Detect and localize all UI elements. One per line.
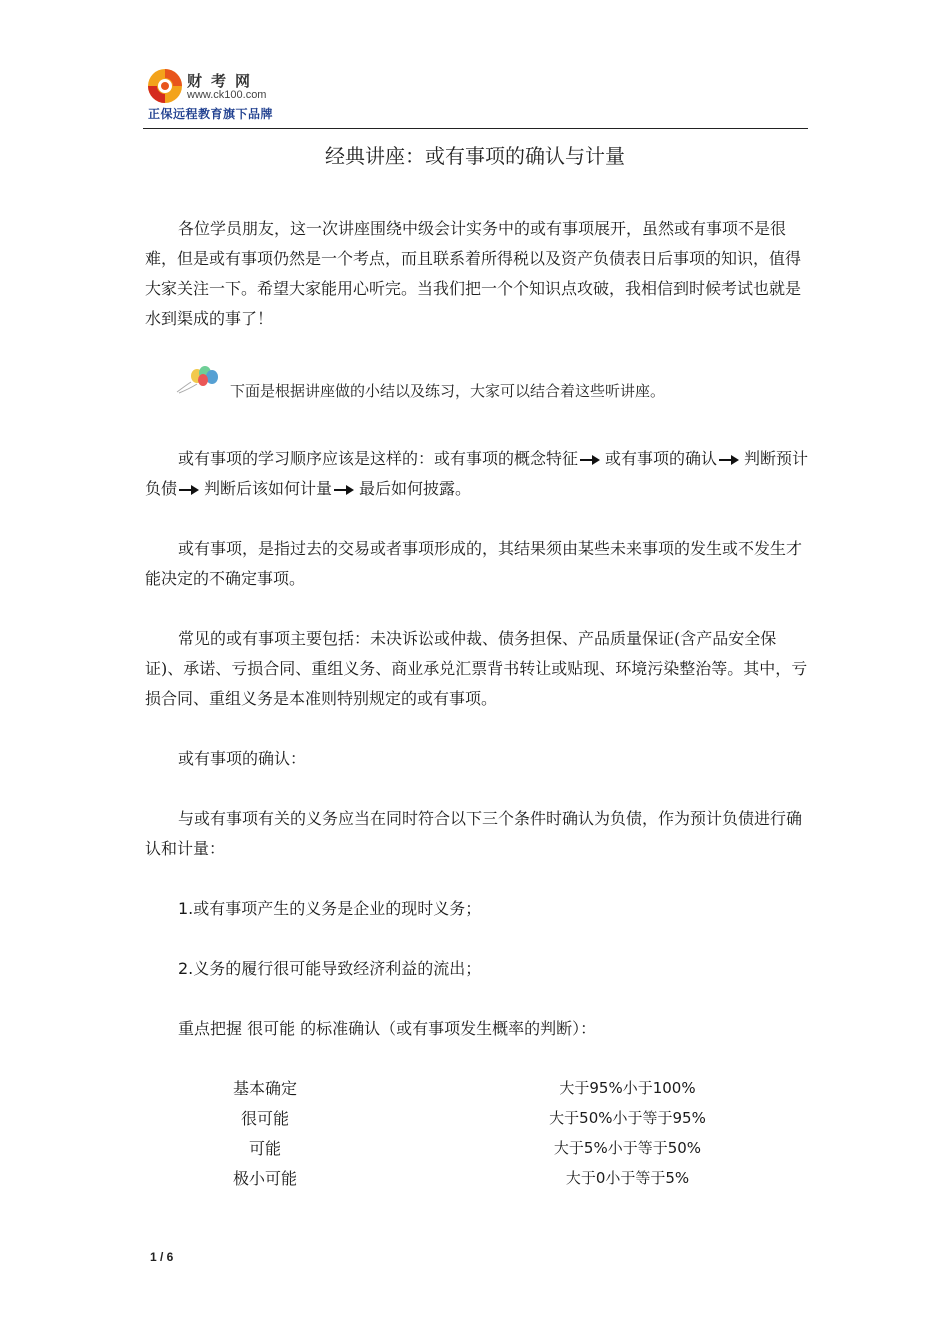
intro-paragraph xyxy=(145,214,810,334)
probability-label: 可能 xyxy=(248,1138,281,1158)
key-point-paragraph xyxy=(145,1014,810,1044)
condition-2 xyxy=(145,954,810,984)
definition-paragraph xyxy=(145,534,810,594)
sequence-step: 最后如何披露。 xyxy=(359,479,472,498)
arrow-right-icon xyxy=(718,453,740,467)
probability-range: 大于5%小于等于50% xyxy=(553,1138,702,1157)
probability-range: 大于95%小于100% xyxy=(559,1078,696,1097)
arrow-right-icon xyxy=(579,453,601,467)
page-number: 1 / 6 xyxy=(150,1250,174,1264)
logo-slogan: 正保远程教育旗下品牌 xyxy=(148,107,274,121)
recognition-heading xyxy=(145,744,810,774)
recognition-text: 与或有事项有关的义务应当在同时符合以下三个条件时确认为负债，作为预计负债进行确认和计量： xyxy=(145,809,803,858)
logo-name: 财考网 xyxy=(187,72,260,90)
recognition-paragraph xyxy=(145,804,810,864)
probability-range: 大于0小于等于5% xyxy=(565,1168,690,1187)
balloons-icon xyxy=(175,362,221,396)
arrow-right-icon xyxy=(178,483,200,497)
arrow-right-icon xyxy=(333,483,355,497)
probability-label: 很可能 xyxy=(240,1108,289,1128)
condition-text: 或有事项产生的义务是企业的现时义务； xyxy=(193,899,482,918)
sequence-step: 判断预计负债 xyxy=(145,449,809,498)
key-point-text: 重点把握 很可能 的标准确认（或有事项发生概率的判断）： xyxy=(178,1019,597,1038)
condition-text: 义务的履行很可能导致经济利益的流出； xyxy=(193,959,482,978)
probability-label: 极小可能 xyxy=(232,1168,297,1188)
sequence-step: 判断后该如何计量 xyxy=(204,479,333,498)
probability-range: 大于50%小于等于95% xyxy=(549,1108,706,1127)
recognition-heading-text: 或有事项的确认： xyxy=(178,749,307,768)
page-header xyxy=(143,62,808,132)
sequence-paragraph xyxy=(145,444,810,504)
table-row xyxy=(200,1072,720,1102)
common-items-text: 常见的或有事项主要包括：未决诉讼或仲裁、债务担保、产品质量保证(含产品安全保证)、承诺、亏损合同、重组义务、商业承兑汇票背书转让或贴现、环境污染整治等。其中，亏损合同、重组义务是本准则特别规定的或有事项。 xyxy=(145,629,808,708)
sequence-step: 或有事项的概念特征 xyxy=(434,449,579,468)
table-row xyxy=(200,1162,720,1192)
condition-number: 2. xyxy=(178,959,194,978)
logo-swirl-icon xyxy=(145,66,185,106)
common-items-paragraph xyxy=(145,624,810,714)
condition-1 xyxy=(145,894,810,924)
table-row xyxy=(200,1102,720,1132)
logo[interactable] xyxy=(143,62,293,122)
table-row xyxy=(200,1132,720,1162)
definition-text: 或有事项，是指过去的交易或者事项形成的，其结果须由某些未来事项的发生或不发生才能决定的不确定事项。 xyxy=(145,539,803,588)
probability-table xyxy=(200,1072,720,1192)
sequence-step: 或有事项的确认 xyxy=(605,449,718,468)
document-title: 经典讲座：或有事项的确认与计量 xyxy=(325,144,625,168)
summary-note: 下面是根据讲座做的小结以及练习，大家可以结合着这些听讲座。 xyxy=(230,382,666,400)
condition-number: 1. xyxy=(178,899,194,918)
header-divider xyxy=(143,128,808,129)
probability-label: 基本确定 xyxy=(232,1078,297,1098)
sequence-lead: 或有事项的学习顺序应该是这样的： xyxy=(178,449,435,468)
intro-text: 各位学员朋友，这一次讲座围绕中级会计实务中的或有事项展开，虽然或有事项不是很难，但是或有事项仍然是一个考点，而且联系着所得税以及资产负债表日后事项的知识，值得大家关注一下。希望大家能用心听完。当我们把一个个知识点攻破，我相信到时候考试也就是水到渠成的事了！ xyxy=(145,219,802,328)
logo-url: www.ck100.com xyxy=(187,89,267,101)
